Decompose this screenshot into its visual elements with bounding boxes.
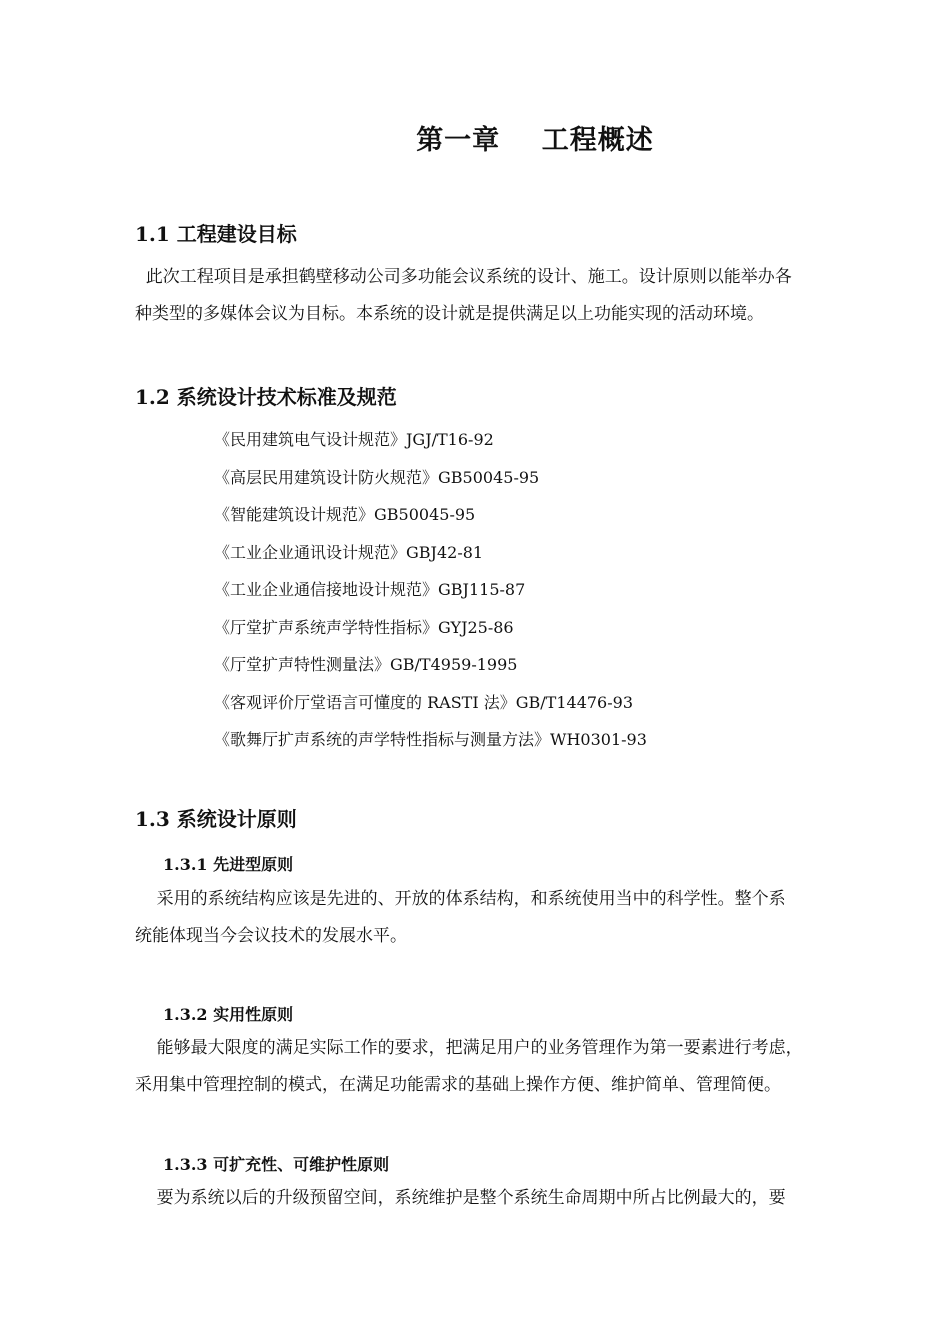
section-heading-1-3: 1.3 系统设计原则 [135, 807, 297, 831]
standard-item: 《工业企业通讯设计规范》GBJ42-81 [214, 542, 484, 562]
subsection-1-3-1-paragraph [135, 881, 885, 955]
paragraph-line: 种类型的多媒体会议为目标。本系统的设计就是提供满足以上功能实现的活动环境。 [135, 304, 764, 324]
subsection-heading-1-3-3: 1.3.3 可扩充性、可维护性原则 [163, 1155, 390, 1174]
paragraph-line: 统能体现当今会议技术的发展水平。 [135, 926, 407, 946]
subsection-1-3-2-paragraph [135, 1030, 885, 1104]
standard-item: 《歌舞厅扩声系统的声学特性指标与测量方法》WH0301-93 [214, 730, 647, 749]
standard-item: 《厅堂扩声系统声学特性指标》GYJ25-86 [214, 617, 514, 637]
section-heading-1-1: 1.1 工程建设目标 [135, 222, 297, 246]
subsection-1-3-3-paragraph [135, 1180, 885, 1217]
subsection-heading-1-3-2: 1.3.2 实用性原则 [163, 1005, 294, 1024]
chapter-title: 第一章 工程概述 [416, 125, 654, 156]
paragraph-line: 要为系统以后的升级预留空间，系统维护是整个系统生命周期中所占比例最大的，要 [135, 1188, 786, 1208]
paragraph-line: 此次工程项目是承担鹤壁移动公司多功能会议系统的设计、施工。设计原则以能举办各 [135, 267, 792, 287]
section-1-1-paragraph [135, 259, 885, 333]
paragraph-line: 能够最大限度的满足实际工作的要求，把满足用户的业务管理作为第一要素进行考虑， [135, 1038, 803, 1058]
standard-item: 《民用建筑电气设计规范》JGJ/T16-92 [214, 430, 494, 449]
paragraph-line: 采用的系统结构应该是先进的、开放的体系结构，和系统使用当中的科学性。整个系 [135, 889, 786, 909]
standard-item: 《高层民用建筑设计防火规范》GB50045-95 [214, 467, 540, 487]
paragraph-line: 采用集中管理控制的模式，在满足功能需求的基础上操作方便、维护简单、管理简便。 [135, 1075, 781, 1095]
standard-item: 《厅堂扩声特性测量法》GB/T4959-1995 [214, 655, 518, 674]
standard-item: 《客观评价厅堂语言可懂度的 RASTI 法》GB/T14476-93 [214, 692, 633, 712]
standard-item: 《工业企业通信接地设计规范》GBJ115-87 [214, 580, 526, 599]
subsection-heading-1-3-1: 1.3.1 先进型原则 [163, 855, 294, 874]
standards-list [214, 426, 647, 764]
standard-item: 《智能建筑设计规范》GB50045-95 [214, 505, 476, 524]
section-heading-1-2: 1.2 系统设计技术标准及规范 [135, 385, 397, 409]
